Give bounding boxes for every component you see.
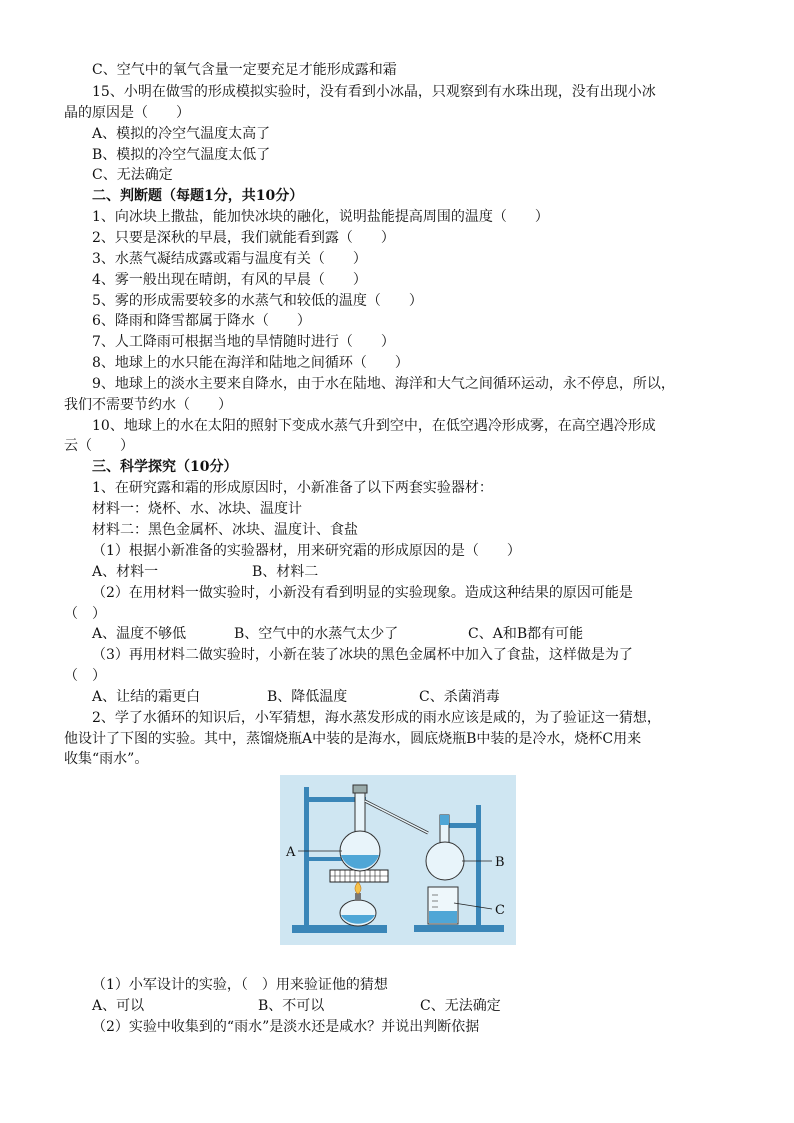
inquiry-2: 2、学了水循环的知识后，小军猜想，海水蒸发形成的雨水应该是咸的，为了验证这一猜想，	[92, 710, 661, 726]
section-heading: 三、科学探究（10分）	[92, 459, 238, 475]
question-15: 15、小明在做雪的形成模拟实验时，没有看到小冰晶，只观察到有水珠出现，没有出现小冰	[92, 84, 656, 100]
option: B、不可以	[258, 998, 325, 1014]
option: C、无法确定	[420, 998, 501, 1014]
material-2: 材料二：黑色金属杯、冰块、温度计、食盐	[92, 522, 358, 538]
judge-item-cont: 我们不需要节约水（ ）	[64, 397, 232, 413]
flask-b-water-top	[440, 815, 449, 825]
judge-item: 1、向冰块上撒盐，能加快冰块的融化，说明盐能提高周围的温度（ ）	[92, 209, 549, 225]
option-line: A、模拟的冷空气温度太高了	[92, 126, 271, 142]
option: A、让结的霜更白	[92, 689, 201, 705]
inquiry-2-cont: 他设计了下图的实验。其中，蒸馏烧瓶A中装的是海水，圆底烧瓶B中装的是冷水，烧杯C用来	[64, 731, 642, 747]
option: A、可以	[92, 998, 145, 1014]
option: B、空气中的水蒸气太少了	[234, 626, 399, 642]
ring-arm-left	[304, 857, 344, 861]
option-line: C、空气中的氧气含量一定要充足才能形成露和霜	[92, 62, 397, 78]
judge-item-cont: 云（ ）	[64, 438, 134, 454]
sub-question-cont: （ ）	[64, 606, 106, 622]
option: B、材料二	[252, 564, 319, 580]
option: A、材料一	[92, 564, 159, 580]
material-1: 材料一：烧杯、水、冰块、温度计	[92, 501, 302, 517]
label-c: C	[495, 903, 505, 918]
sub-question: （1）小军设计的实验，（ ）用来验证他的猜想	[92, 977, 388, 993]
option: C、杀菌消毒	[419, 689, 500, 705]
sub-question: （3）再用材料二做实验时，小新在装了冰块的黑色金属杯中加入了食盐，这样做是为了	[92, 647, 633, 663]
judge-item: 8、地球上的水只能在海洋和陆地之间循环（ ）	[92, 355, 409, 371]
option-row	[92, 562, 742, 583]
sub-question-cont: （ ）	[64, 668, 106, 684]
stand-base-right	[414, 925, 504, 932]
sub-question: （2）在用材料一做实验时，小新没有看到明显的实验现象。造成这种结果的原因可能是	[92, 585, 633, 601]
label-a: A	[286, 845, 296, 860]
beaker-c-water	[429, 911, 457, 923]
judge-item: 2、只要是深秋的早晨，我们就能看到露（ ）	[92, 230, 395, 246]
option-row	[92, 624, 742, 645]
sub-question: （1）根据小新准备的实验器材，用来研究霜的形成原因的是（ ）	[92, 543, 521, 559]
judge-item: 9、地球上的淡水主要来自降水，由于水在陆地、海洋和大气之间循环运动，永不停息，所以，	[92, 376, 675, 392]
flask-a-neck	[355, 791, 365, 835]
option: C、A和B都有可能	[468, 626, 584, 642]
judge-item: 10、地球上的水在太阳的照射下变成水蒸气升到空中，在低空遇冷形成雾，在高空遇冷形成	[92, 418, 656, 434]
distillation-figure	[280, 775, 516, 945]
option-row	[92, 996, 742, 1017]
flask-b	[426, 842, 464, 880]
option: A、温度不够低	[92, 626, 187, 642]
judge-item: 5、雾的形成需要较多的水蒸气和较低的温度（ ）	[92, 293, 423, 309]
option-line: B、模拟的冷空气温度太低了	[92, 147, 271, 163]
option-row	[92, 687, 742, 708]
judge-item: 4、雾一般出现在晴朗，有风的早晨（ ）	[92, 272, 367, 288]
label-b: B	[495, 855, 505, 870]
sub-question: （2）实验中收集到的“雨水”是淡水还是咸水？并说出判断依据	[92, 1019, 480, 1035]
option-line: C、无法确定	[92, 167, 173, 183]
inquiry-2-cont: 收集“雨水”。	[64, 751, 149, 767]
option: B、降低温度	[267, 689, 348, 705]
question-15-cont: 晶的原因是（ ）	[64, 105, 190, 121]
judge-item: 6、降雨和降雪都属于降水（ ）	[92, 313, 311, 329]
section-heading: 二、判断题（每题1分，共10分）	[92, 188, 304, 204]
flask-a-stopper	[353, 785, 367, 793]
inquiry-1: 1、在研究露和霜的形成原因时，小新准备了以下两套实验器材：	[92, 480, 493, 496]
judge-item: 3、水蒸气凝结成露或霜与温度有关（ ）	[92, 251, 367, 267]
judge-item: 7、人工降雨可根据当地的旱情随时进行（ ）	[92, 334, 395, 350]
